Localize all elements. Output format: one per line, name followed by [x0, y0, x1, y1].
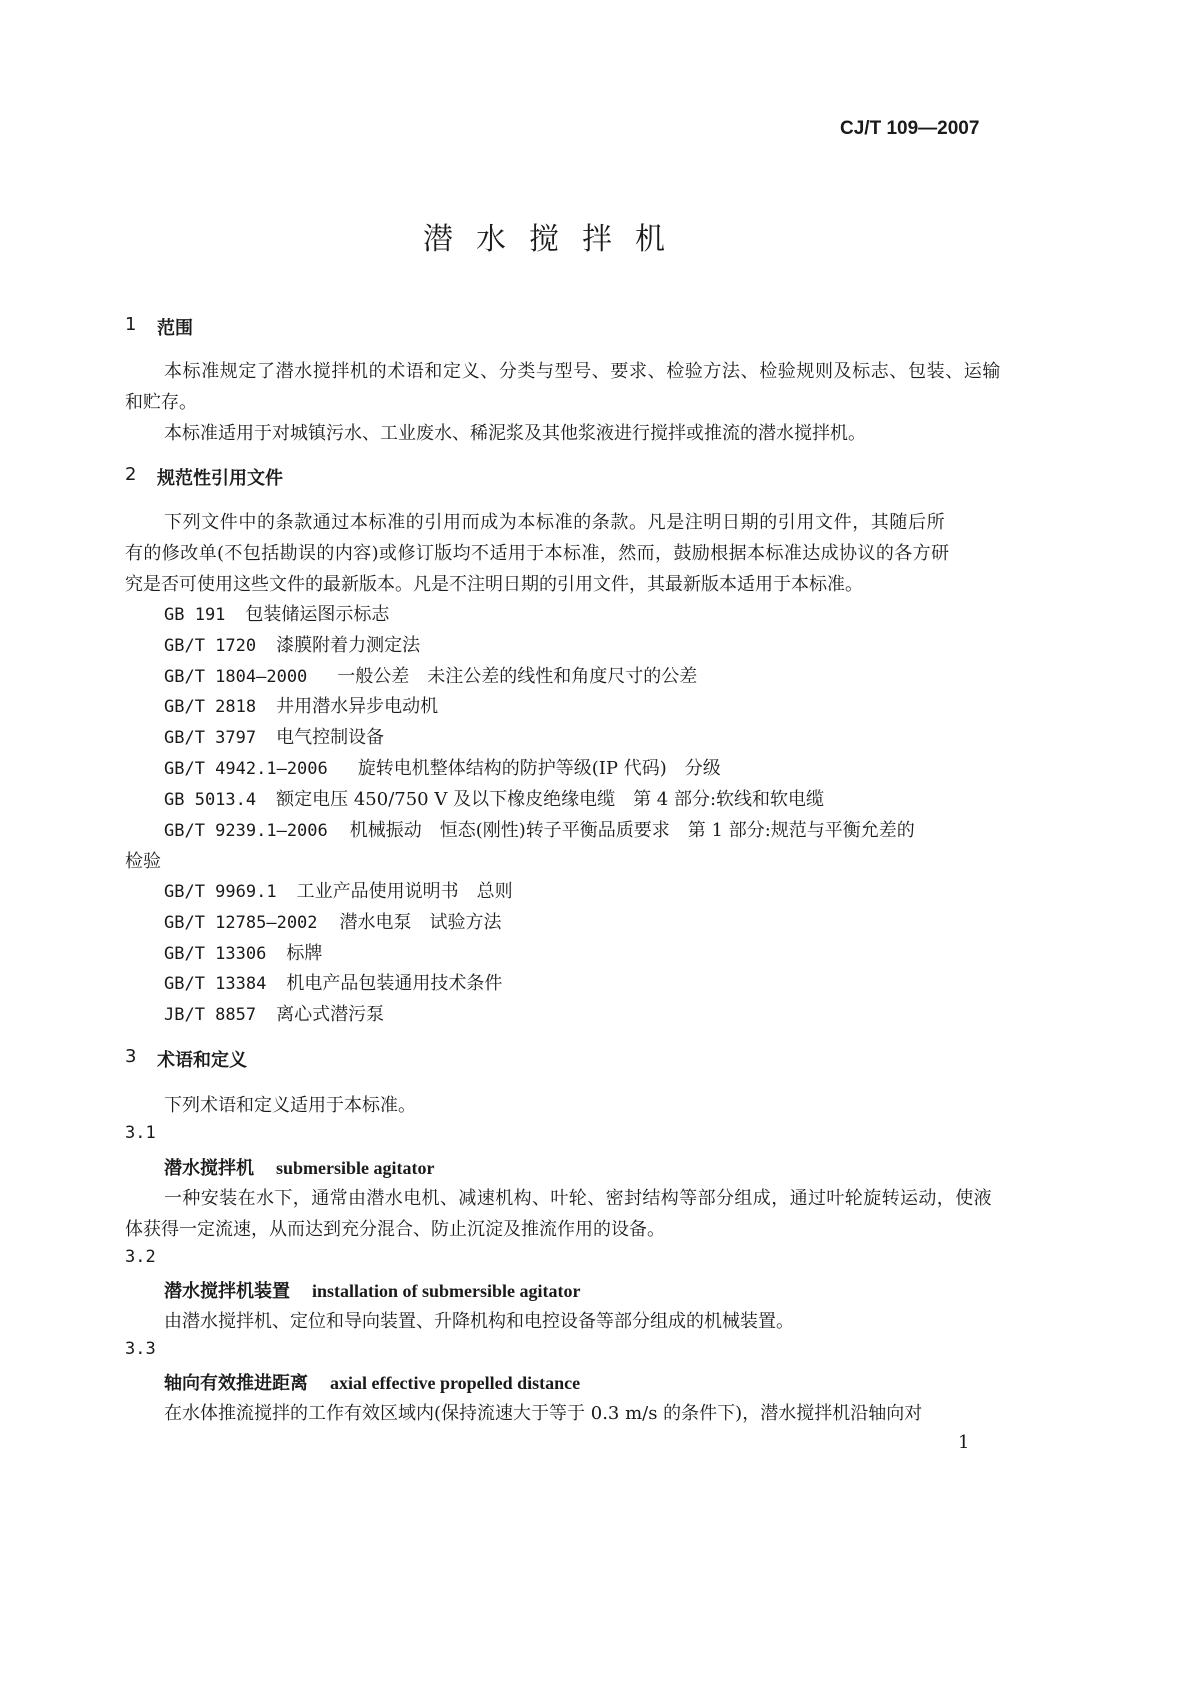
reference-item — [164, 631, 420, 657]
term-heading — [164, 1154, 434, 1180]
reference-item — [164, 754, 721, 780]
reference-title: 电气控制设备 — [276, 727, 385, 748]
term-definition-line-1: 在水体推流搅拌的工作有效区域内(保持流速大于等于 0.3 m/s 的条件下)，潜水搅拌机沿轴向对 — [164, 1403, 923, 1424]
reference-title: 包装储运图示标志 — [245, 604, 390, 625]
term-number: 3.1 — [125, 1123, 156, 1143]
reference-title: 工业产品使用说明书 总则 — [296, 881, 513, 902]
term-definition-line-1: 由潜水搅拌机、定位和导向装置、升降机构和电控设备等部分组成的机械装置。 — [164, 1311, 794, 1332]
reference-item — [164, 969, 502, 995]
reference-title: 漆膜附着力测定法 — [276, 635, 421, 656]
term-chinese: 轴向有效推进距离 — [164, 1373, 308, 1394]
section-2-intro-line-1: 下列文件中的条款通过本标准的引用而成为本标准的条款。凡是注明日期的引用文件，其随后所 — [164, 512, 946, 533]
reference-title: 机电产品包装通用技术条件 — [286, 973, 503, 994]
section-2-number: 2 — [125, 464, 137, 485]
term-english: axial effective propelled distance — [330, 1373, 581, 1393]
document-title: 潜水搅拌机 — [423, 222, 688, 257]
reference-code: GB 5013.4 — [164, 790, 257, 810]
page-number: 1 — [958, 1432, 970, 1453]
reference-item — [164, 692, 438, 718]
term-number: 3.3 — [125, 1339, 156, 1359]
reference-title: 一般公差 未注公差的线性和角度尺寸的公差 — [337, 666, 698, 687]
reference-code: GB/T 1804—2000 — [164, 667, 308, 687]
reference-code: GB/T 13306 — [164, 944, 267, 964]
term-heading — [164, 1369, 580, 1395]
section-1-number: 1 — [125, 314, 137, 335]
reference-item — [164, 723, 384, 749]
reference-code: GB/T 9969.1 — [164, 882, 277, 902]
reference-code: GB/T 9239.1—2006 — [164, 821, 328, 841]
section-2-intro-line-2: 有的修改单(不包括勘误的内容)或修订版均不适用于本标准，然而，鼓励根据本标准达成协议的各方研 — [125, 543, 950, 564]
reference-code: GB 191 — [164, 605, 226, 625]
section-3-heading: 术语和定义 — [157, 1050, 247, 1071]
reference-title: 标牌 — [286, 943, 323, 964]
reference-item — [164, 785, 824, 811]
reference-continuation: 检验 — [125, 851, 161, 872]
term-chinese: 潜水搅拌机装置 — [164, 1281, 290, 1302]
reference-title: 井用潜水异步电动机 — [276, 696, 439, 717]
reference-title: 离心式潜污泵 — [276, 1004, 385, 1025]
reference-item — [164, 939, 322, 965]
term-definition-line-2: 体获得一定流速，从而达到充分混合、防止沉淀及推流作用的设备。 — [125, 1219, 665, 1240]
section-2-heading: 规范性引用文件 — [157, 468, 283, 489]
term-chinese: 潜水搅拌机 — [164, 1158, 254, 1179]
section-3-number: 3 — [125, 1046, 137, 1067]
reference-code: GB/T 12785—2002 — [164, 913, 318, 933]
reference-item — [164, 877, 513, 903]
term-definition-line-1: 一种安装在水下，通常由潜水电机、减速机构、叶轮、密封结构等部分组成，通过叶轮旋转运动，使液 — [164, 1188, 992, 1209]
section-1-heading: 范围 — [157, 318, 193, 339]
section-1-paragraph-1-line-1: 本标准规定了潜水搅拌机的术语和定义、分类与型号、要求、检验方法、检验规则及标志、包装、运输 — [164, 361, 1001, 382]
term-heading — [164, 1277, 581, 1303]
section-2-intro-line-3: 究是否可使用这些文件的最新版本。凡是不注明日期的引用文件，其最新版本适用于本标准。 — [125, 574, 863, 595]
reference-code: GB/T 3797 — [164, 728, 257, 748]
reference-code: GB/T 4942.1—2006 — [164, 759, 328, 779]
reference-title: 机械振动 恒态(刚性)转子平衡品质要求 第 1 部分:规范与平衡允差的 — [349, 820, 915, 841]
reference-title: 旋转电机整体结构的防护等级(IP 代码) 分级 — [357, 758, 721, 779]
reference-code: GB/T 1720 — [164, 636, 257, 656]
section-1-paragraph-1-line-2: 和贮存。 — [125, 392, 197, 413]
standard-number: CJ/T 109—2007 — [840, 118, 980, 139]
reference-code: GB/T 13384 — [164, 974, 267, 994]
reference-item — [164, 600, 389, 626]
reference-item — [164, 908, 502, 934]
reference-code: GB/T 2818 — [164, 697, 257, 717]
reference-item — [164, 816, 915, 842]
reference-item — [164, 662, 697, 688]
section-1-paragraph-2: 本标准适用于对城镇污水、工业废水、稀泥浆及其他浆液进行搅拌或推流的潜水搅拌机。 — [164, 423, 866, 444]
term-english: installation of submersible agitator — [312, 1281, 581, 1301]
reference-item — [164, 1000, 384, 1026]
reference-title: 潜水电泵 试验方法 — [339, 912, 502, 933]
term-number: 3.2 — [125, 1247, 156, 1267]
reference-title: 额定电压 450/750 V 及以下橡皮绝缘电缆 第 4 部分:软线和软电缆 — [276, 789, 825, 810]
term-english: submersible agitator — [276, 1158, 435, 1178]
reference-code: JB/T 8857 — [164, 1005, 257, 1025]
section-3-intro: 下列术语和定义适用于本标准。 — [164, 1095, 416, 1116]
